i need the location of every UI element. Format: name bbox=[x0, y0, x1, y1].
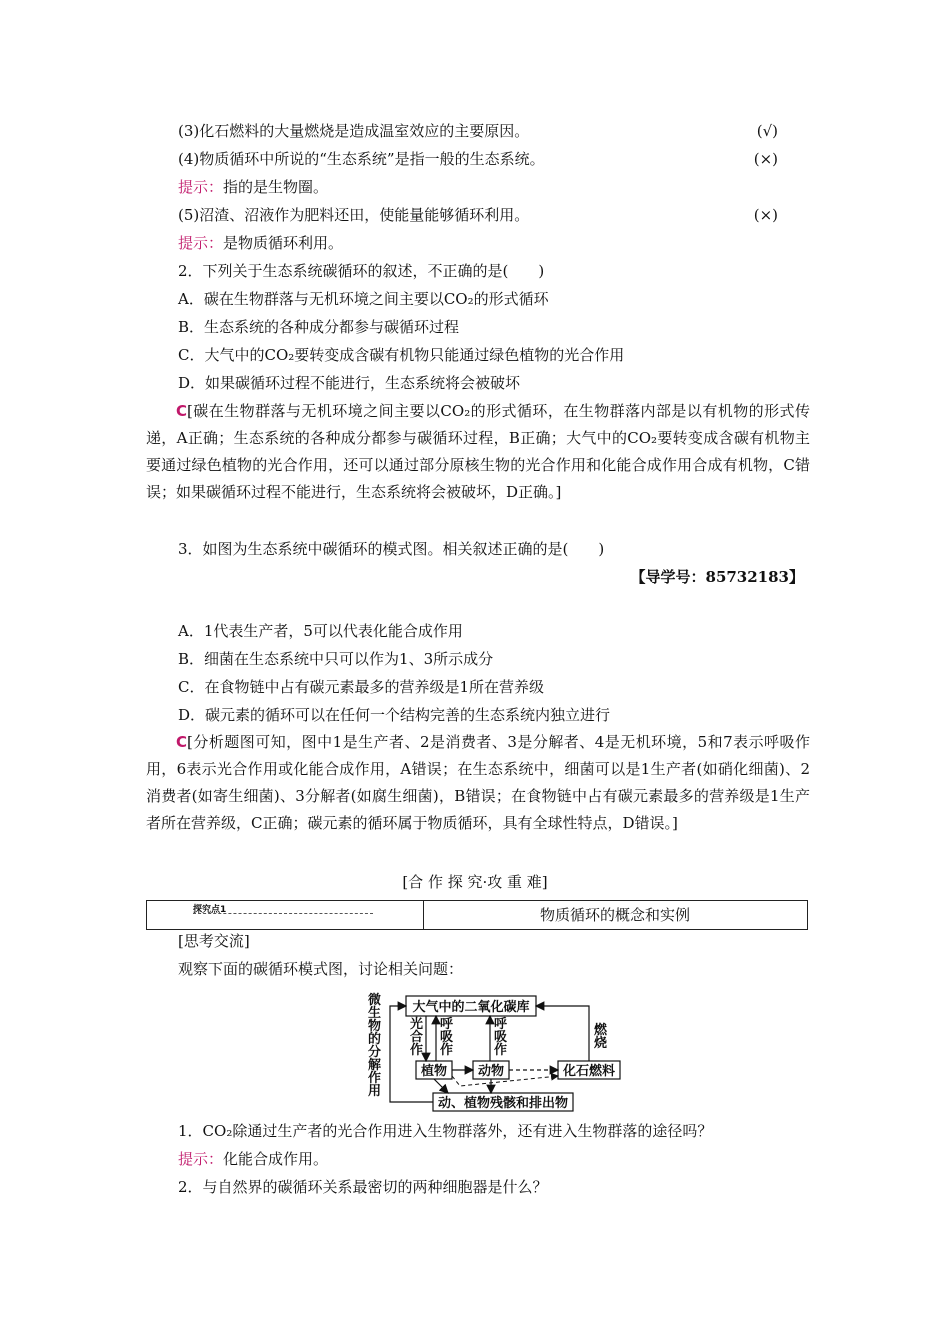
hint-label: 提示： bbox=[178, 178, 224, 196]
q2-option-d: D．如果碳循环过程不能进行，生态系统将会被破坏 bbox=[178, 374, 521, 392]
carbon-cycle-diagram bbox=[360, 990, 630, 1115]
animal-respiration-label bbox=[494, 1016, 508, 1058]
explore-tag: 探究点1 bbox=[193, 905, 227, 915]
svg-text:解: 解 bbox=[368, 1058, 382, 1073]
q2-explanation-text: [碳在生物群落与无机环境之间主要以CO₂的形式循环，在生物群落内部是以有机物的形式传递，A正确；生态系统的各种成分都参与碳循环过程，B正确；大气中的CO₂要转变成含碳有机物主要通过绿色植物的光合作用，还可以通过部分原核生物的光合作用和化能合成作用合成有机物，C错误；如果碳循环过程不能进行，生态系统将会被破坏，D正确。] bbox=[146, 402, 810, 501]
burning-label bbox=[593, 1023, 608, 1051]
q3-stem: 3．如图为生态系统中碳循环的模式图。相关叙述正确的是( ) bbox=[178, 540, 605, 558]
plant-to-residue-arrow bbox=[434, 1079, 448, 1093]
animal-label: 动物 bbox=[477, 1064, 505, 1079]
plant-respiration-label bbox=[440, 1016, 454, 1058]
q3-answer: C bbox=[176, 733, 188, 751]
q3-option-c: C．在食物链中占有碳元素最多的营养级是1所在营养级 bbox=[178, 678, 545, 696]
hint-text: 化能合成作用。 bbox=[223, 1150, 329, 1168]
svg-text:的: 的 bbox=[368, 1032, 382, 1047]
section-title: [合 作 探 究·攻 重 难] bbox=[402, 873, 548, 891]
svg-text:作: 作 bbox=[368, 1071, 382, 1086]
q2-option-a: A．碳在生物群落与无机环境之间主要以CO₂的形式循环 bbox=[178, 290, 549, 308]
svg-text:吸: 吸 bbox=[440, 1030, 454, 1045]
svg-text:燃: 燃 bbox=[594, 1023, 608, 1038]
hint-text: 是物质循环利用。 bbox=[223, 234, 344, 252]
q2-option-b: B．生态系统的各种成分都参与碳循环过程 bbox=[178, 318, 460, 336]
svg-text:光: 光 bbox=[410, 1017, 424, 1032]
explore-point-box bbox=[146, 900, 808, 930]
think-label: [思考交流] bbox=[178, 932, 250, 950]
discussion-hint-1 bbox=[178, 1149, 328, 1169]
diagram-intro: 观察下面的碳循环模式图，讨论相关问题： bbox=[178, 960, 464, 978]
q2-option-c: C．大气中的CO₂要转变成含碳有机物只能通过绿色植物的光合作用 bbox=[178, 346, 625, 364]
q3-option-b: B．细菌在生态系统中只可以作为1、3所示成分 bbox=[178, 650, 494, 668]
explore-dots bbox=[193, 913, 373, 914]
discussion-q1: 1．CO₂除通过生产者的光合作用进入生物群落外，还有进入生物群落的途径吗？ bbox=[178, 1122, 713, 1140]
svg-text:物: 物 bbox=[368, 1019, 382, 1034]
plant-label: 植物 bbox=[420, 1064, 448, 1079]
q2-answer: C bbox=[176, 402, 188, 420]
svg-text:作: 作 bbox=[410, 1043, 424, 1058]
judgment-5: (5)沼渣、沼液作为肥料还田，使能量能够循环利用。 bbox=[178, 206, 530, 224]
hint-text: 指的是生物圈。 bbox=[223, 178, 329, 196]
svg-text:生: 生 bbox=[368, 1006, 382, 1021]
svg-text:微: 微 bbox=[368, 993, 382, 1008]
judgment-4-mark: (×) bbox=[753, 150, 778, 168]
hint-5 bbox=[178, 233, 343, 253]
hint-4 bbox=[178, 177, 328, 197]
svg-text:合: 合 bbox=[410, 1030, 424, 1045]
discussion-q2: 2．与自然界的碳循环关系最密切的两种细胞器是什么？ bbox=[178, 1178, 548, 1196]
photosynthesis-label bbox=[410, 1016, 423, 1058]
microbe-label bbox=[368, 992, 382, 1099]
fossil-label: 化石燃料 bbox=[562, 1064, 616, 1079]
svg-text:烧: 烧 bbox=[594, 1036, 608, 1051]
svg-text:呼: 呼 bbox=[494, 1017, 508, 1032]
judgment-5-mark: (×) bbox=[753, 206, 778, 224]
svg-text:呼: 呼 bbox=[440, 1017, 454, 1032]
svg-text:分: 分 bbox=[368, 1045, 382, 1060]
q3-explanation bbox=[146, 729, 810, 837]
q3-option-d: D．碳元素的循环可以在任何一个结构完善的生态系统内独立进行 bbox=[178, 706, 611, 724]
explore-title: 物质循环的概念和实例 bbox=[539, 906, 690, 924]
svg-text:吸: 吸 bbox=[494, 1030, 508, 1045]
q2-explanation bbox=[146, 398, 810, 506]
residue-label: 动、植物残骸和排出物 bbox=[437, 1096, 569, 1111]
q3-guide-code: 【导学号：85732183】 bbox=[630, 568, 804, 586]
q3-explanation-text: [分析题图可知，图中1是生产者、2是消费者、3是分解者、4是无机环境，5和7表示呼吸作用，6表示光合作用或化能合成作用，A错误；在生态系统中，细菌可以是1生产者(如硝化细菌)、2消费者(如寄生细菌)、3分解者(如腐生细菌)，B错误；在食物链中占有碳元素最多的营养级是1生产者所在营养级，C正确；碳元素的循环属于物质循环，具有全球性特点，D错误。] bbox=[146, 733, 810, 832]
q3-option-a: A．1代表生产者，5可以代表化能合成作用 bbox=[178, 622, 463, 640]
atmosphere-label: 大气中的二氧化碳库 bbox=[412, 1000, 530, 1015]
judgment-3: (3)化石燃料的大量燃烧是造成温室效应的主要原因。 bbox=[178, 122, 530, 140]
judgment-4: (4)物质循环中所说的“生态系统”是指一般的生态系统。 bbox=[178, 150, 545, 168]
svg-text:作: 作 bbox=[440, 1043, 454, 1058]
hint-label: 提示： bbox=[178, 1150, 224, 1168]
svg-text:作: 作 bbox=[494, 1043, 508, 1058]
q2-stem: 2．下列关于生态系统碳循环的叙述，不正确的是( ) bbox=[178, 262, 545, 280]
svg-text:用: 用 bbox=[368, 1084, 382, 1099]
judgment-3-mark: (√) bbox=[756, 122, 778, 140]
burning-arrow bbox=[536, 1006, 589, 1061]
hint-label: 提示： bbox=[178, 234, 224, 252]
